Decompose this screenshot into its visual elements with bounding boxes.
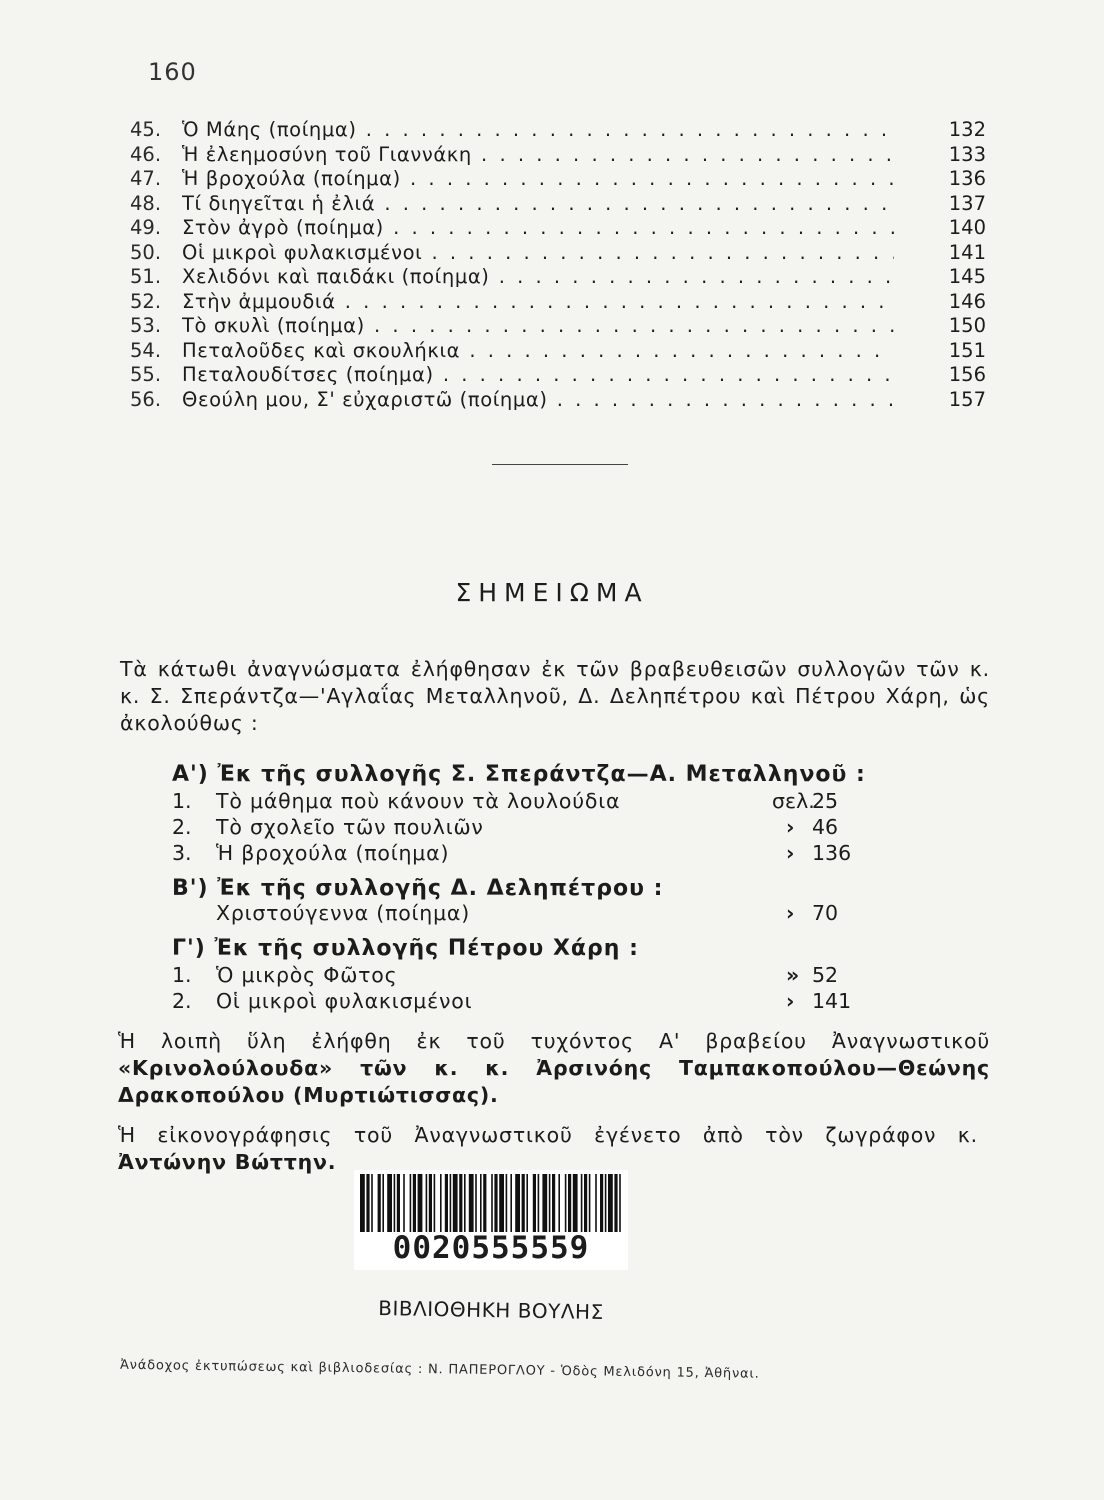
barcode-bar: [494, 1174, 497, 1232]
note-heading: ΣΗΜΕΙΩΜΑ: [455, 578, 649, 607]
barcode-bar: [510, 1174, 512, 1232]
list-item: [172, 988, 872, 1014]
barcode-bar: [394, 1174, 396, 1232]
toc-row: [130, 388, 990, 413]
toc-title: Τὸ σκυλὶ (ποίημα) . . .: [182, 314, 894, 339]
barcode-bar: [600, 1174, 603, 1232]
barcode-bar: [584, 1174, 587, 1232]
toc-row: [130, 143, 990, 168]
list-number: 1.: [172, 963, 192, 987]
section-divider: [492, 464, 628, 465]
toc-page-number: 150: [948, 314, 986, 337]
barcode-bar: [552, 1174, 555, 1232]
group-a-heading: Α') Ἐκ τῆς συλλογῆς Σ. Σπεράντζα—Α. Μεταλληνοῦ :: [172, 762, 866, 787]
toc-title: Πεταλουδίτσες (ποίημα) . . .: [182, 363, 894, 388]
barcode-bar: [568, 1174, 571, 1232]
barcode-bar: [595, 1174, 597, 1232]
barcode-bar: [445, 1174, 448, 1232]
illustration-paragraph: [118, 1122, 978, 1176]
toc-page-number: 151: [948, 338, 986, 362]
toc-title: Θεούλη μου, Σ' εὐχαριστῶ (ποίημα) . . .: [182, 388, 894, 413]
toc-row: [130, 363, 990, 388]
barcode-bar: [499, 1174, 504, 1232]
list-item: [172, 900, 872, 926]
toc-number: 48.: [130, 191, 162, 215]
barcode-bar: [450, 1174, 452, 1232]
toc-page-number: 133: [948, 142, 986, 166]
closing-bold-text: «Κρινολούλουδα» τῶν κ. κ. Ἀρσινόης Ταμπακοπούλου—Θεώνης Δρακοπούλου (Μυρτιώτισσας).: [118, 1056, 990, 1107]
list-page-number: 25: [812, 789, 839, 813]
toc-page-number: 140: [948, 216, 986, 239]
toc-page-number: 156: [948, 363, 986, 386]
toc-page-number: 132: [948, 118, 986, 141]
barcode-bar: [581, 1174, 583, 1232]
closing-text: Ἡ λοιπὴ ὕλη ἐλήφθη ἐκ τοῦ τυχόντος Α' βραβείου Ἀναγνωστικοῦ: [118, 1029, 990, 1053]
barcode-bar: [522, 1174, 525, 1232]
barcode-bar: [619, 1174, 621, 1232]
barcode-bar: [480, 1174, 482, 1232]
toc-number: 50.: [130, 240, 162, 264]
list-title: Οἱ μικροὶ φυλακισμένοι: [216, 989, 473, 1013]
group-b-heading: Β') Ἐκ τῆς συλλογῆς Δ. Δεληπέτρου :: [172, 876, 664, 901]
toc-number: 51.: [130, 265, 162, 288]
page-number: 160: [148, 58, 197, 86]
note-intro: Τὰ κάτωθι ἀναγνώσματα ἐλήφθησαν ἐκ τῶν βραβευθεισῶν συλλογῶν τῶν κ. κ. Σ. Σπεράντζα—'Αγλαΐας Μεταλληνοῦ, Δ. Δεληπέτρου καὶ Πέτρου Χάρη, ὡς ἀκολούθως :: [120, 657, 990, 735]
barcode-bar: [565, 1174, 567, 1232]
toc-page-number: 136: [948, 167, 986, 190]
toc-title: Ὁ Μάης (ποίημα) . . .: [182, 118, 894, 143]
toc-title: Χελιδόνι καὶ παιδάκι (ποίημα) . . .: [182, 265, 894, 290]
barcode-bar: [403, 1174, 405, 1232]
barcode-label: [354, 1170, 628, 1270]
barcode-bar: [440, 1174, 442, 1232]
group-c-heading: Γ') Ἐκ τῆς συλλογῆς Πέτρου Χάρη :: [172, 936, 639, 961]
list-ditto-mark: »: [786, 963, 800, 987]
list-ditto-mark: ›: [786, 901, 795, 925]
list-title: Ὁ μικρὸς Φῶτος: [216, 963, 398, 987]
list-item: [172, 962, 872, 988]
toc-number: 52.: [130, 289, 162, 313]
toc-row: [130, 118, 990, 143]
barcode-bar: [614, 1174, 617, 1232]
list-title: Τὸ σχολεῖο τῶν πουλιῶν: [216, 815, 484, 839]
barcode-bar: [608, 1174, 613, 1232]
list-page-number: 46: [812, 815, 839, 839]
barcode-bar: [418, 1174, 423, 1232]
list-page-number: 70: [812, 901, 839, 925]
toc-row: [130, 241, 990, 266]
barcode-bar: [464, 1174, 466, 1232]
toc-number: 53.: [130, 314, 162, 337]
barcode-bar: [589, 1174, 591, 1232]
library-name: ΒΙΒΛΙΟΘΗΚΗ ΒΟΥΛΗΣ: [378, 1296, 604, 1324]
barcode-number: 0020555559: [392, 1230, 590, 1266]
toc-title: Οἱ μικροὶ φυλακισμένοι . . .: [182, 241, 894, 266]
barcode-bar: [429, 1174, 432, 1232]
barcode-bar: [360, 1174, 365, 1232]
barcode-bar: [491, 1174, 493, 1232]
barcode-bar: [410, 1174, 412, 1232]
toc-page-number: 141: [948, 240, 986, 264]
toc-title: Πεταλοῦδες καὶ σκουλήκια . . .: [182, 339, 894, 364]
toc-number: 49.: [130, 216, 162, 239]
list-number: 2.: [172, 989, 192, 1013]
barcode-bar: [397, 1174, 400, 1232]
toc-row: [130, 167, 990, 192]
barcode-bar: [413, 1174, 416, 1232]
barcode-bar: [382, 1174, 384, 1232]
barcode-bar: [475, 1174, 477, 1232]
illustrator-name: Ἀντώνην Βώττην.: [118, 1150, 337, 1174]
toc-number: 55.: [130, 363, 162, 386]
barcode-bar: [366, 1174, 369, 1232]
table-of-contents: [130, 118, 990, 412]
toc-title: Ἡ βροχούλα (ποίημα) . . .: [182, 167, 894, 192]
list-page-number: 141: [812, 989, 852, 1013]
barcode-bar: [378, 1174, 381, 1232]
barcode-bar: [426, 1174, 428, 1232]
toc-page-number: 145: [948, 265, 986, 288]
barcode-bar: [469, 1174, 474, 1232]
barcode-bar: [605, 1174, 607, 1232]
barcode-bar: [538, 1174, 540, 1232]
toc-page-number: 146: [948, 289, 986, 313]
list-number: 3.: [172, 841, 192, 865]
toc-number: 45.: [130, 118, 162, 141]
list-page-number: 52: [812, 963, 839, 987]
printer-credit: Ἀνάδοχος ἐκτυπώσεως καὶ βιβλιοδεσίας : Ν. ΠΑΠΕΡΟΓΛΟΥ - Ὁδὸς Μελιδόνη 15, Ἀθῆναι.: [119, 1357, 760, 1382]
list-title: Ἡ βροχούλα (ποίημα): [216, 841, 450, 865]
toc-page-number: 157: [948, 387, 986, 411]
toc-title: Ἡ ἐλεημοσύνη τοῦ Γιαννάκη . . .: [182, 143, 894, 168]
closing-paragraph: [118, 1028, 990, 1109]
barcode-bar: [459, 1174, 462, 1232]
barcode-bar: [506, 1174, 508, 1232]
list-number: 2.: [172, 815, 192, 839]
toc-number: 56.: [130, 387, 162, 411]
barcode-bar: [558, 1174, 560, 1232]
toc-row: [130, 339, 990, 364]
toc-page-number: 137: [948, 191, 986, 215]
barcode-bar: [573, 1174, 578, 1232]
illustration-text: Ἡ εἰκονογράφησις τοῦ Ἀναγνωστικοῦ ἐγένετο ἀπὸ τὸν ζωγράφον κ.: [118, 1123, 978, 1147]
barcode-bar: [549, 1174, 551, 1232]
list-page-number: 136: [812, 841, 852, 865]
toc-row: [130, 314, 990, 339]
barcode-bar: [526, 1174, 528, 1232]
toc-row: [130, 192, 990, 217]
barcode-bar: [542, 1174, 547, 1232]
list-ditto-mark: ›: [786, 841, 795, 865]
toc-number: 46.: [130, 142, 162, 166]
barcode-bar: [483, 1174, 486, 1232]
barcode-bar: [515, 1174, 520, 1232]
toc-title: Στὴν ἀμμουδιά . . .: [182, 290, 894, 315]
list-item: [172, 788, 872, 814]
list-ditto-mark: ›: [786, 989, 795, 1013]
list-title: Χριστούγεννα (ποίημα): [216, 901, 471, 925]
barcode-bar: [533, 1174, 536, 1232]
list-ditto-mark: ›: [786, 815, 795, 839]
barcode-bar: [387, 1174, 392, 1232]
list-title: Τὸ μάθημα ποὺ κάνουν τὰ λουλούδια: [216, 789, 621, 813]
toc-title: Στὸν ἀγρὸ (ποίημα) . . .: [182, 216, 894, 241]
list-item: [172, 840, 872, 866]
list-page-prefix: σελ.: [772, 789, 815, 813]
list-number: 1.: [172, 789, 192, 813]
toc-title: Τί διηγεῖται ἡ ἐλιά . . .: [182, 192, 894, 217]
toc-row: [130, 265, 990, 290]
toc-row: [130, 216, 990, 241]
barcode-bar: [434, 1174, 436, 1232]
barcode-bar: [453, 1174, 458, 1232]
barcode-bar: [371, 1174, 373, 1232]
toc-number: 54.: [130, 338, 162, 362]
toc-number: 47.: [130, 167, 162, 190]
toc-row: [130, 290, 990, 315]
list-item: [172, 814, 872, 840]
barcode-icon: [360, 1174, 622, 1232]
